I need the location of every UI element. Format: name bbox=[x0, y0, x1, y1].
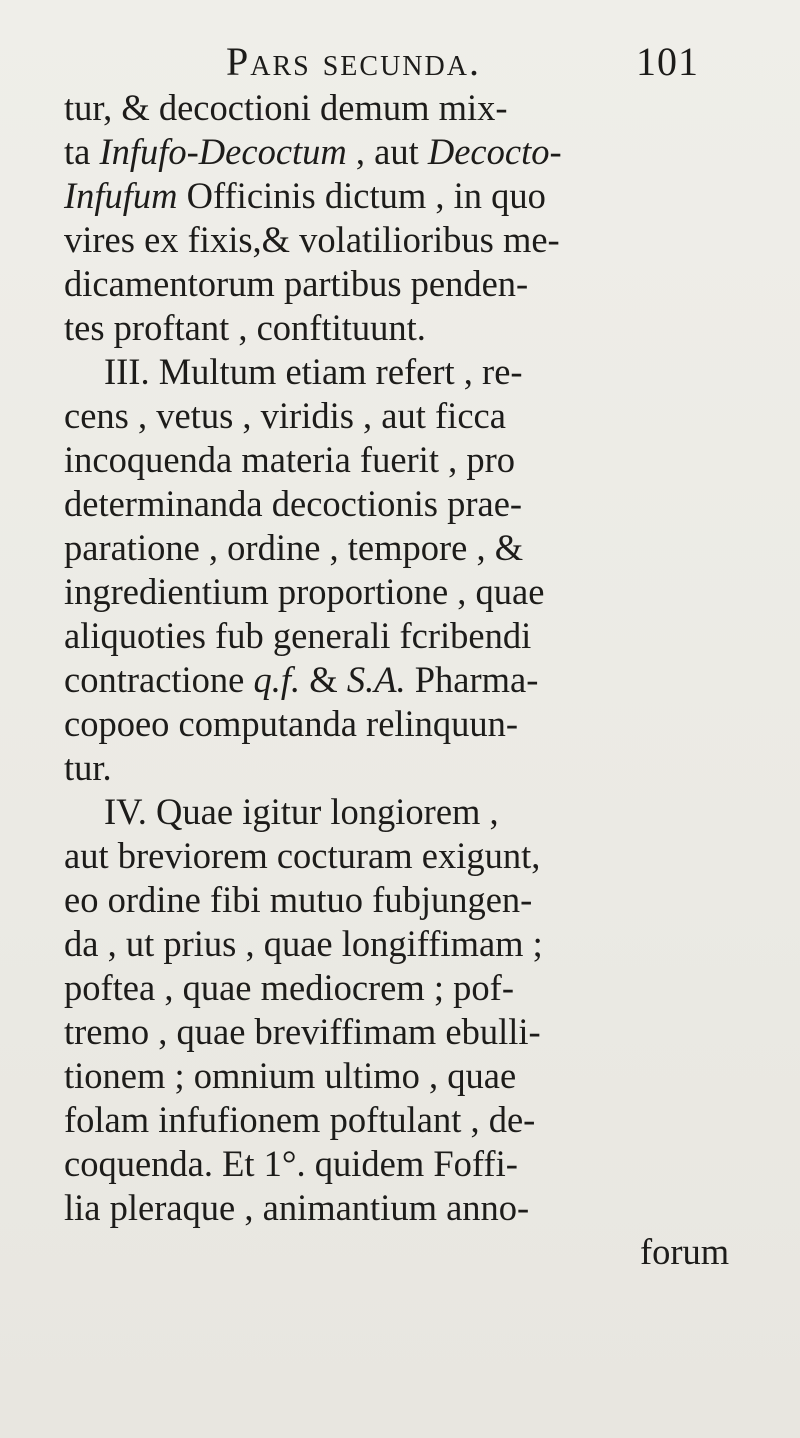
text-line-1: tur, & decoctioni demum mix- bbox=[64, 87, 508, 128]
text-line-12: ingredientium proportione , quae bbox=[64, 571, 545, 612]
text-line-10: determinanda decoctionis prae- bbox=[64, 483, 523, 524]
text-line-16: tur. bbox=[64, 747, 112, 788]
text-line-14: contractione q.f. & S.A. Pharma- bbox=[64, 659, 539, 700]
text-line-6: tes proftant , conftituunt. bbox=[64, 307, 426, 348]
text-line-4: vires ex fixis,& volatilioribus me- bbox=[64, 219, 560, 260]
text-line-13: aliquoties fub generali fcribendi bbox=[64, 615, 532, 656]
text-line-19: eo ordine fibi mutuo fubjungen- bbox=[64, 879, 533, 920]
text-line-3: Infufum Officinis dictum , in quo bbox=[64, 175, 546, 216]
page-header bbox=[0, 38, 800, 86]
text-line-9: incoquenda materia fuerit , pro bbox=[64, 439, 515, 480]
text-line-15: copoeo computanda relinquun- bbox=[64, 703, 519, 744]
text-line-11: paratione , ordine , tempore , & bbox=[64, 527, 524, 568]
text-line-26: lia pleraque , animantium anno- bbox=[64, 1187, 530, 1228]
page-number: 101 bbox=[636, 39, 699, 84]
text-line-21: poftea , quae mediocrem ; pof- bbox=[64, 967, 514, 1008]
text-line-18: aut breviorem cocturam exigunt, bbox=[64, 835, 541, 876]
running-title: Pars secunda. bbox=[226, 39, 481, 84]
text-line-20: da , ut prius , quae longiffimam ; bbox=[64, 923, 543, 964]
catchword: forum bbox=[640, 1231, 730, 1272]
text-line-25: coquenda. Et 1°. quidem Foffi- bbox=[64, 1143, 518, 1184]
text-line-23: tionem ; omnium ultimo , quae bbox=[64, 1055, 517, 1096]
text-line-5: dicamentorum partibus penden- bbox=[64, 263, 529, 304]
text-line-2: ta Infufo-Decoctum , aut Decocto- bbox=[64, 131, 562, 172]
text-line-17: IV. Quae igitur longiorem , bbox=[104, 791, 499, 832]
text-line-22: tremo , quae breviffimam ebulli- bbox=[64, 1011, 541, 1052]
text-line-7: III. Multum etiam refert , re- bbox=[104, 351, 523, 392]
text-line-8: cens , vetus , viridis , aut ficca bbox=[64, 395, 506, 436]
text-line-24: folam infufionem poftulant , de- bbox=[64, 1099, 536, 1140]
